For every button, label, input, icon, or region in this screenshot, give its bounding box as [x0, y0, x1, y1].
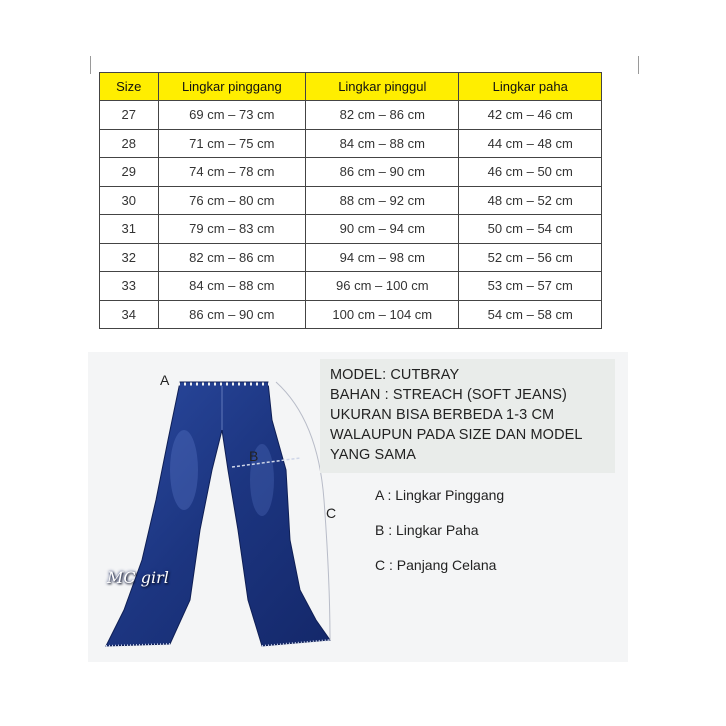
cell-size: 30 [100, 186, 159, 215]
cell-paha: 53 cm – 57 cm [459, 272, 602, 301]
label-c: C [326, 505, 337, 521]
cell-pinggang: 69 cm – 73 cm [158, 101, 306, 130]
cell-size: 27 [100, 101, 159, 130]
cell-pinggul: 82 cm – 86 cm [306, 101, 459, 130]
legend-c: C : Panjang Celana [375, 557, 497, 573]
cell-pinggang: 71 cm – 75 cm [158, 129, 306, 158]
cell-pinggul: 86 cm – 90 cm [306, 158, 459, 187]
legend-a: A : Lingkar Pinggang [375, 487, 505, 503]
cell-paha: 44 cm – 48 cm [459, 129, 602, 158]
cell-paha: 54 cm – 58 cm [459, 300, 602, 329]
header-lingkar-paha: Lingkar paha [459, 73, 602, 101]
header-size: Size [100, 73, 159, 101]
cell-size: 34 [100, 300, 159, 329]
cell-pinggang: 79 cm – 83 cm [158, 215, 306, 244]
watermark-mc-girl: MC girl [107, 568, 169, 587]
cell-pinggang: 74 cm – 78 cm [158, 158, 306, 187]
cell-paha: 52 cm – 56 cm [459, 243, 602, 272]
cell-pinggang: 84 cm – 88 cm [158, 272, 306, 301]
cell-size: 31 [100, 215, 159, 244]
cell-paha: 50 cm – 54 cm [459, 215, 602, 244]
info-bahan: BAHAN : STREACH (SOFT JEANS) [330, 387, 567, 403]
product-info-box [320, 359, 615, 473]
info-walaupun: WALAUPUN PADA SIZE DAN MODEL [330, 427, 583, 443]
cell-size: 32 [100, 243, 159, 272]
cell-size: 28 [100, 129, 159, 158]
jeans-shape [106, 382, 330, 646]
cell-pinggul: 88 cm – 92 cm [306, 186, 459, 215]
cell-paha: 46 cm – 50 cm [459, 158, 602, 187]
info-yang-sama: YANG SAMA [330, 447, 417, 463]
cell-pinggul: 96 cm – 100 cm [306, 272, 459, 301]
cell-pinggul: 84 cm – 88 cm [306, 129, 459, 158]
cell-pinggul: 94 cm – 98 cm [306, 243, 459, 272]
header-lingkar-pinggang: Lingkar pinggang [158, 73, 306, 101]
cell-pinggul: 90 cm – 94 cm [306, 215, 459, 244]
cell-pinggang: 82 cm – 86 cm [158, 243, 306, 272]
header-lingkar-pinggul: Lingkar pinggul [306, 73, 459, 101]
cell-pinggang: 86 cm – 90 cm [158, 300, 306, 329]
cell-pinggang: 76 cm – 80 cm [158, 186, 306, 215]
legend-b: B : Lingkar Paha [375, 522, 479, 538]
info-ukuran: UKURAN BISA BERBEDA 1-3 CM [330, 407, 555, 423]
info-model: MODEL: CUTBRAY [330, 367, 460, 383]
cell-pinggul: 100 cm – 104 cm [306, 300, 459, 329]
label-b: B [249, 448, 259, 464]
label-a: A [160, 372, 170, 388]
cell-size: 33 [100, 272, 159, 301]
cell-paha: 42 cm – 46 cm [459, 101, 602, 130]
cell-paha: 48 cm – 52 cm [459, 186, 602, 215]
cell-size: 29 [100, 158, 159, 187]
